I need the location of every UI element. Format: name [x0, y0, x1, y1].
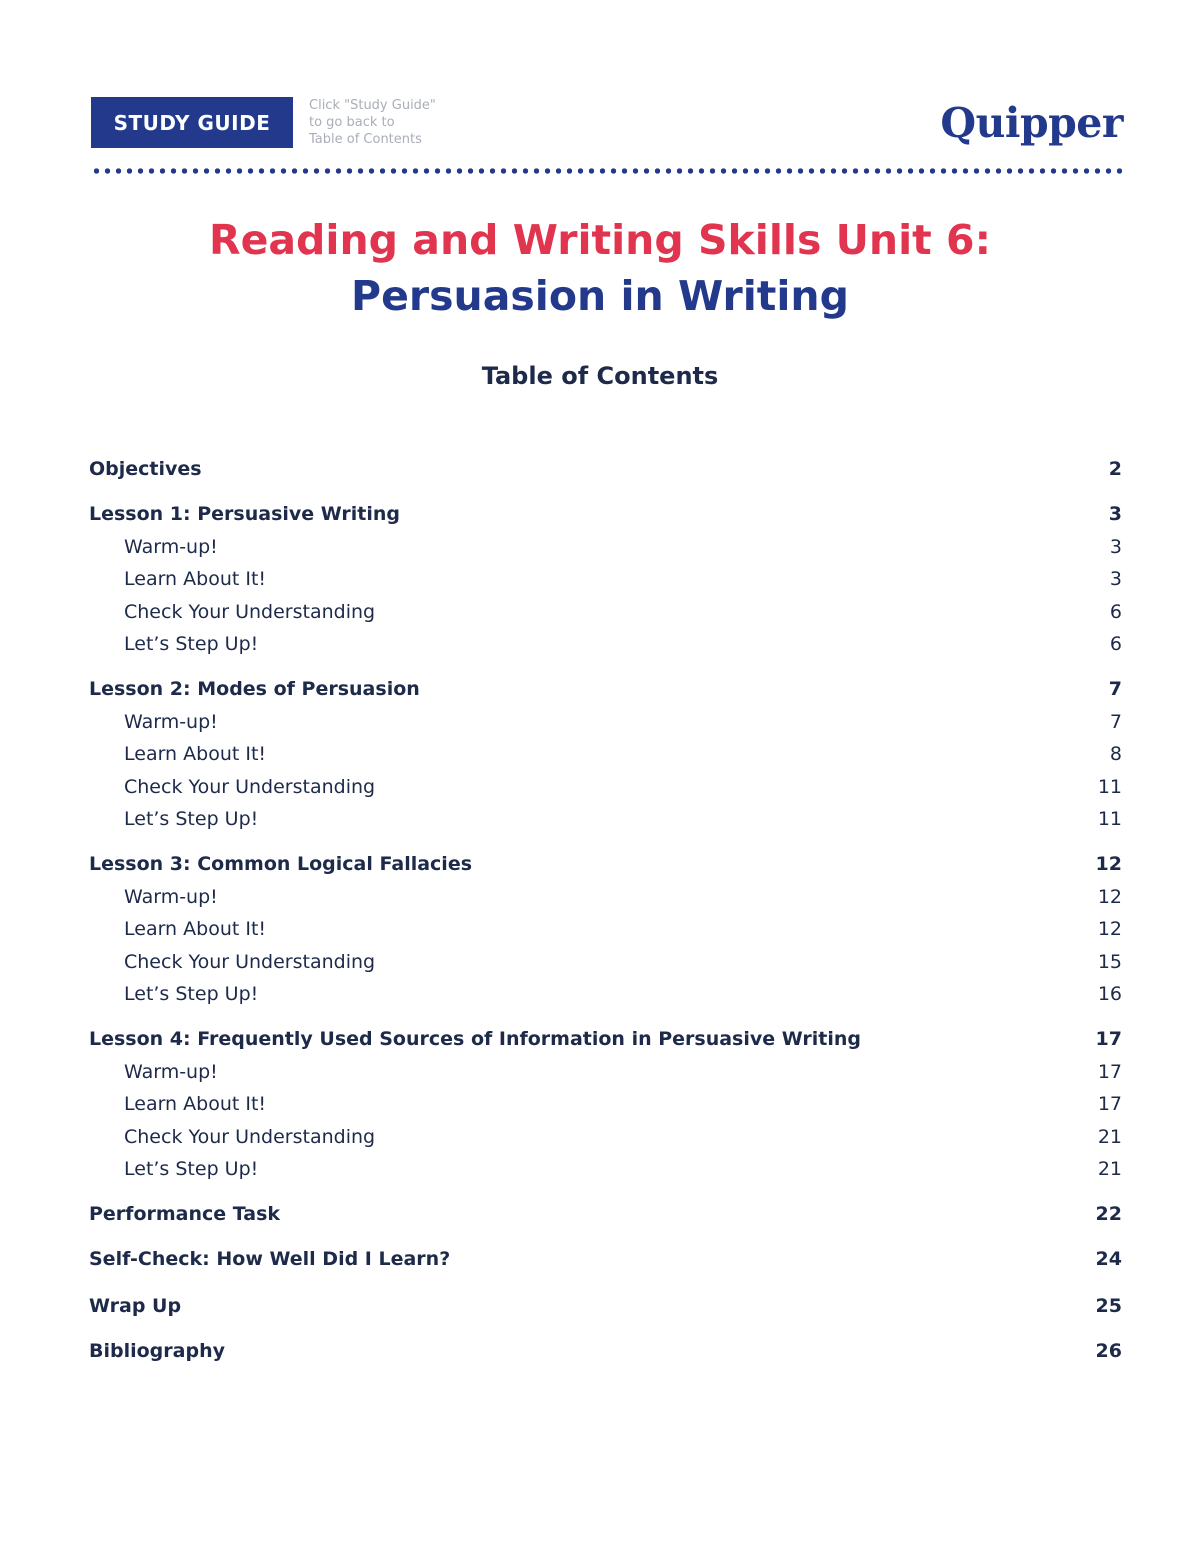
toc-subentry[interactable]	[89, 1091, 1122, 1117]
toc-entry-label: Learn About It!	[124, 743, 267, 765]
toc-entry[interactable]	[89, 1246, 1122, 1272]
toc-entry-label: Let’s Step Up!	[124, 983, 259, 1005]
toc-entry-page: 21	[1097, 1126, 1122, 1148]
toc-entry[interactable]	[89, 1026, 1122, 1052]
toc-entry-label: Warm-up!	[124, 1061, 218, 1083]
toc-entry-page: 26	[1095, 1340, 1122, 1362]
toc-entry[interactable]	[89, 1338, 1122, 1364]
toc-entry-label: Learn About It!	[124, 1093, 267, 1115]
toc-entry-label: Self-Check: How Well Did I Learn?	[89, 1248, 451, 1270]
toc-entry-label: Performance Task	[89, 1203, 281, 1225]
toc-entry-page: 7	[1109, 711, 1122, 733]
toc-entry-page: 6	[1109, 633, 1122, 655]
toc-entry[interactable]	[89, 851, 1122, 877]
toc-entry-page: 22	[1095, 1203, 1122, 1225]
toc-entry-page: 24	[1095, 1248, 1122, 1270]
toc-subentry[interactable]	[89, 1124, 1122, 1150]
toc-entry[interactable]	[89, 676, 1122, 702]
toc-subentry[interactable]	[89, 599, 1122, 625]
toc-entry-label: Bibliography	[89, 1340, 225, 1362]
toc-entry-label: Let’s Step Up!	[124, 633, 259, 655]
toc-entry[interactable]	[89, 501, 1122, 527]
toc-entry-page: 11	[1097, 776, 1122, 798]
toc-entry[interactable]	[89, 456, 1122, 482]
toc-entry-label: Let’s Step Up!	[124, 808, 259, 830]
toc-entry-page: 17	[1097, 1061, 1122, 1083]
study-guide-hint	[309, 97, 469, 148]
dotted-divider	[91, 168, 1123, 174]
hint-line: Click "Study Guide"	[309, 98, 436, 113]
study-guide-button[interactable]: STUDY GUIDE	[91, 97, 293, 148]
document-title-line1: Reading and Writing Skills Unit 6:	[209, 216, 991, 264]
toc-entry-page: 11	[1097, 808, 1122, 830]
toc-entry-label: Lesson 4: Frequently Used Sources of Information in Persuasive Writing	[89, 1028, 861, 1050]
toc-entry-label: Wrap Up	[89, 1295, 182, 1317]
toc-entry-page: 3	[1109, 568, 1122, 590]
toc-entry-label: Lesson 1: Persuasive Writing	[89, 503, 401, 525]
toc-entry-page: 16	[1097, 983, 1122, 1005]
toc-entry-label: Check Your Understanding	[124, 776, 376, 798]
toc-entry[interactable]	[89, 1201, 1122, 1227]
toc-entry-page: 21	[1097, 1158, 1122, 1180]
page-header	[91, 97, 1123, 149]
toc-subentry[interactable]	[89, 709, 1122, 735]
toc-entry-label: Learn About It!	[124, 568, 267, 590]
toc-entry-page: 25	[1095, 1295, 1122, 1317]
toc-entry-page: 12	[1097, 918, 1122, 940]
toc-subentry[interactable]	[89, 534, 1122, 560]
toc-subentry[interactable]	[89, 774, 1122, 800]
toc-entry-page: 2	[1108, 458, 1122, 480]
toc-entry-label: Check Your Understanding	[124, 951, 376, 973]
toc-entry-label: Learn About It!	[124, 918, 267, 940]
hint-line: to go back to	[309, 115, 395, 130]
toc-subentry[interactable]	[89, 566, 1122, 592]
toc-subentry[interactable]	[89, 741, 1122, 767]
toc-entry-label: Lesson 3: Common Logical Fallacies	[89, 853, 473, 875]
toc-entry-page: 8	[1109, 743, 1122, 765]
toc-entry-page: 6	[1109, 601, 1122, 623]
toc-subentry[interactable]	[89, 949, 1122, 975]
toc-subentry[interactable]	[89, 916, 1122, 942]
quipper-logo: Quipper	[940, 99, 1123, 147]
toc-entry-label: Check Your Understanding	[124, 1126, 376, 1148]
toc-entry-page: 7	[1108, 678, 1122, 700]
toc-entry-page: 3	[1109, 536, 1122, 558]
toc-subentry[interactable]	[89, 884, 1122, 910]
toc-entry-label: Check Your Understanding	[124, 601, 376, 623]
toc-entry-label: Objectives	[89, 458, 202, 480]
toc-entry-page: 3	[1108, 503, 1122, 525]
toc-entry-label: Warm-up!	[124, 886, 218, 908]
toc-entry-label: Let’s Step Up!	[124, 1158, 259, 1180]
toc-subentry[interactable]	[89, 981, 1122, 1007]
toc-entry-label: Warm-up!	[124, 711, 218, 733]
hint-line: Table of Contents	[309, 132, 422, 147]
toc-entry-page: 17	[1095, 1028, 1122, 1050]
toc-subentry[interactable]	[89, 806, 1122, 832]
toc-heading: Table of Contents	[481, 362, 719, 390]
toc-subentry[interactable]	[89, 1059, 1122, 1085]
toc-entry-page: 12	[1095, 853, 1122, 875]
toc-entry[interactable]	[89, 1293, 1122, 1319]
toc-entry-page: 17	[1097, 1093, 1122, 1115]
toc-entry-label: Lesson 2: Modes of Persuasion	[89, 678, 420, 700]
document-title-line2: Persuasion in Writing	[351, 272, 849, 320]
toc-entry-page: 15	[1097, 951, 1122, 973]
toc-subentry[interactable]	[89, 631, 1122, 657]
toc-entry-label: Warm-up!	[124, 536, 218, 558]
toc-entry-page: 12	[1097, 886, 1122, 908]
toc-subentry[interactable]	[89, 1156, 1122, 1182]
